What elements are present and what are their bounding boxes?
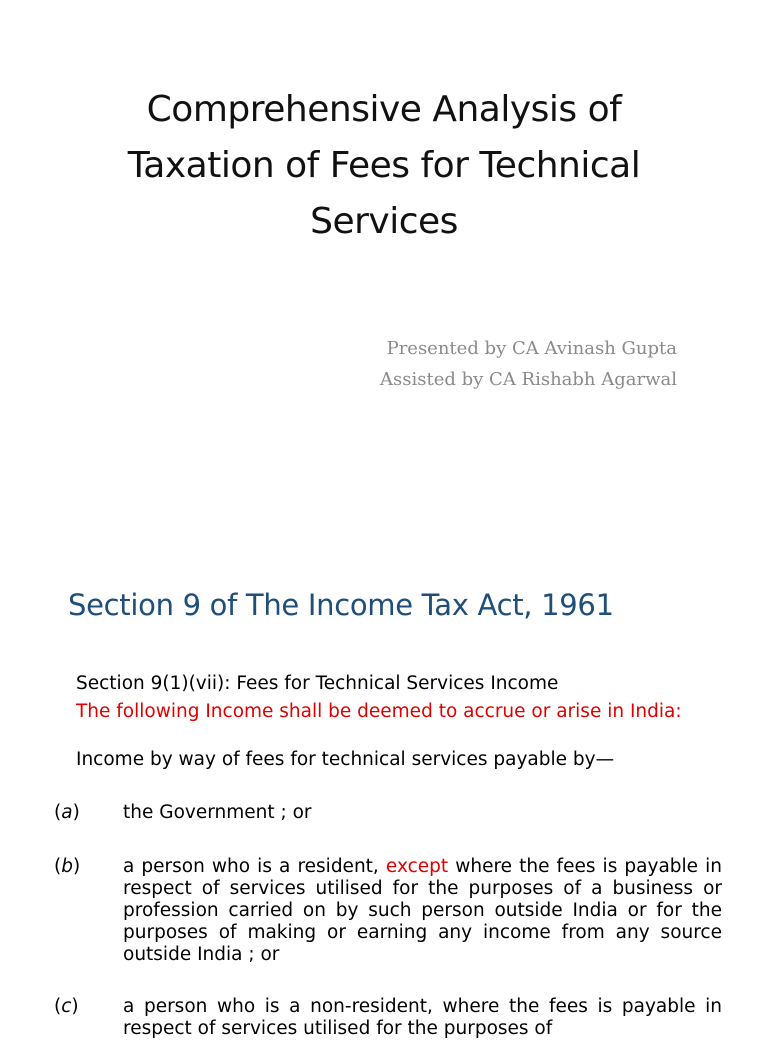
title-line: Taxation of Fees for Technical: [127, 145, 641, 186]
section-9-slide: [0, 560, 768, 1039]
title-line: Comprehensive Analysis of: [146, 89, 622, 130]
subsection-title: Section 9(1)(vii): Fees for Technical Services Income: [76, 673, 559, 694]
except-highlight: except: [385, 856, 449, 877]
clause-text: a person who is a resident, except where the fees is payable in respect of services utilised for the purposes of a business or profession carried on by such person outside India or for the purposes of making or earning any income from any source outside India ; or: [123, 856, 722, 965]
clause-marker: (b): [54, 856, 81, 877]
presenter-name: Presented by CA Avinash Gupta: [386, 338, 677, 359]
presentation-title: [40, 82, 728, 250]
assistant-name: Assisted by CA Rishabh Agarwal: [380, 369, 677, 390]
clause-text: the Government ; or: [123, 802, 312, 823]
deemed-accrual-clause: The following Income shall be deemed to accrue or arise in India:: [76, 701, 682, 722]
slide-heading: Section 9 of The Income Tax Act, 1961: [68, 588, 614, 622]
clause-marker: (c): [54, 996, 79, 1017]
presenter-credits: [380, 333, 677, 395]
clause-text: a person who is a non-resident, where the fees is payable in respect of services utilised for the purposes of: [123, 996, 722, 1039]
clause-marker: (a): [54, 802, 80, 823]
intro-line: Income by way of fees for technical services payable by—: [76, 749, 615, 770]
title-line: Services: [310, 201, 458, 242]
